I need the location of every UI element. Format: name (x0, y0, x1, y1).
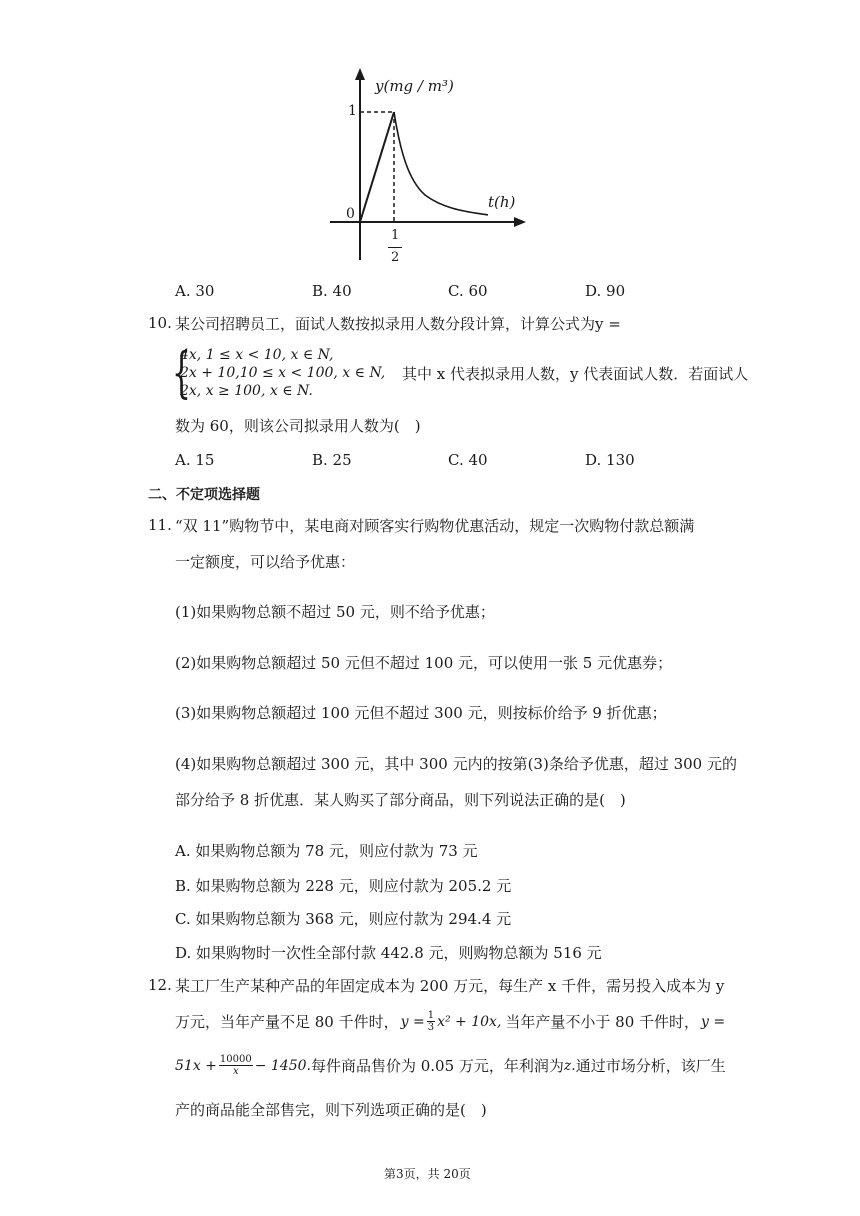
q12-number: 12. (148, 976, 172, 994)
q11-number: 11. (148, 516, 172, 534)
q10-case-2: 2x + 10,10 ≤ x < 100, x ∈ N, (180, 365, 386, 381)
q12-frac2-den: x (232, 1066, 239, 1077)
page-footer: 第3页，共 20页 (384, 1167, 471, 1181)
graph-x-label: t(h) (488, 193, 516, 211)
q12-line-3-text: 每件商品售价为 0.05 万元，年利润为 (310, 1056, 564, 1075)
q10-case-1: 4x, 1 ≤ x < 10, x ∈ N, (180, 347, 334, 363)
q12-line-2 (175, 1010, 725, 1033)
q11-line-2: 一定额度，可以给予优惠： (175, 553, 356, 571)
rising-segment (360, 112, 394, 222)
q12-line-2a: 万元，当年产量不足 80 千件时， (175, 1012, 399, 1031)
q10-option-b[interactable]: B. 25 (312, 451, 352, 469)
decay-curve (394, 112, 488, 215)
q11-option-b[interactable]: B. 如果购物总额为 228 元，则应付款为 205.2 元 (175, 877, 512, 895)
q10-piecewise-brace: { (172, 341, 191, 404)
q11-option-a[interactable]: A. 如果购物总额为 78 元，则应付款为 73 元 (175, 842, 478, 860)
q9-option-d[interactable]: D. 90 (585, 282, 626, 300)
q12-formula-constant: − 1450. (254, 1057, 311, 1074)
q11-rule-1: (1)如果购物总额不超过 50 元，则不给予优惠； (175, 603, 495, 621)
q9-option-b[interactable]: B. 40 (312, 282, 352, 300)
q10-option-c[interactable]: C. 40 (448, 451, 488, 469)
q10-intro: 某公司招聘员工，面试人数按拟录用人数分段计算，计算公式为y = (175, 315, 621, 333)
q10-option-a[interactable]: A. 15 (175, 451, 215, 469)
q12-line-2b: 当年产量不小于 80 千件时， (505, 1012, 700, 1031)
q12-line-4: 产的商品能全部售完，则下列选项正确的是( ) (175, 1101, 487, 1119)
graph-x-tick-den: 2 (391, 250, 400, 265)
q11-line-1: “双 11”购物节中，某电商对顾客实行购物优惠活动，规定一次购物付款总额满 (175, 517, 695, 535)
y-axis-arrow (355, 68, 365, 80)
q11-option-c[interactable]: C. 如果购物总额为 368 元，则应付款为 294.4 元 (175, 910, 512, 928)
q12-frac2-num: 10000 (219, 1054, 252, 1065)
q12-frac-num: 1 (427, 1010, 435, 1021)
q12-line-3-tail: 通过市场分析，该厂生 (575, 1056, 726, 1075)
q12-line-3 (175, 1054, 726, 1077)
graph-x-tick-bar (388, 247, 402, 248)
q12-formula-y2: y = (701, 1013, 726, 1030)
q10-case-3: 2x, x ≥ 100, x ∈ N. (180, 383, 313, 399)
q11-rule-4b: 部分给予 8 折优惠．某人购买了部分商品，则下列说法正确的是( ) (175, 791, 626, 809)
q9-option-a[interactable]: A. 30 (175, 282, 215, 300)
q12-formula-linear: 51x + (175, 1057, 217, 1074)
q10-line-3: 数为 60，则该公司拟录用人数为( ) (175, 417, 421, 435)
q10-case-2-tail: 其中 x 代表拟录用人数，y 代表面试人数．若面试人 (402, 365, 749, 383)
x-axis-arrow (514, 217, 526, 227)
q9-option-c[interactable]: C. 60 (448, 282, 488, 300)
graph-x-tick-num: 1 (391, 228, 400, 243)
q11-rule-4a: (4)如果购物总额超过 300 元，其中 300 元内的按第(3)条给予优惠，超过 300 元的 (175, 755, 737, 773)
q11-rule-3: (3)如果购物总额超过 100 元但不超过 300 元，则按标价给予 9 折优惠； (175, 704, 667, 722)
q12-fraction-10000-x (219, 1054, 253, 1077)
q11-option-d[interactable]: D. 如果购物时一次性全部付款 442.8 元，则购物总额为 516 元 (175, 944, 602, 962)
graph-y-label: y(mg / m³) (375, 77, 454, 95)
q11-rule-2: (2)如果购物总额超过 50 元但不超过 100 元，可以使用一张 5 元优惠券； (175, 654, 673, 672)
q12-fraction-one-third (427, 1010, 435, 1033)
graph-origin-label: 0 (346, 206, 355, 222)
q12-formula-quadratic: x² + 10x, (437, 1013, 502, 1030)
q12-line-1: 某工厂生产某种产品的年固定成本为 200 万元，每生产 x 千件，需另投入成本为 y (175, 977, 725, 995)
q12-z: z. (563, 1057, 576, 1074)
q12-frac-den: 3 (427, 1022, 435, 1033)
q12-formula-y1: y = (400, 1013, 425, 1030)
section-2-title: 二、不定项选择题 (148, 487, 260, 503)
q10-number: 10. (148, 314, 172, 332)
q10-option-d[interactable]: D. 130 (585, 451, 635, 469)
graph-y-tick-label: 1 (348, 103, 357, 119)
